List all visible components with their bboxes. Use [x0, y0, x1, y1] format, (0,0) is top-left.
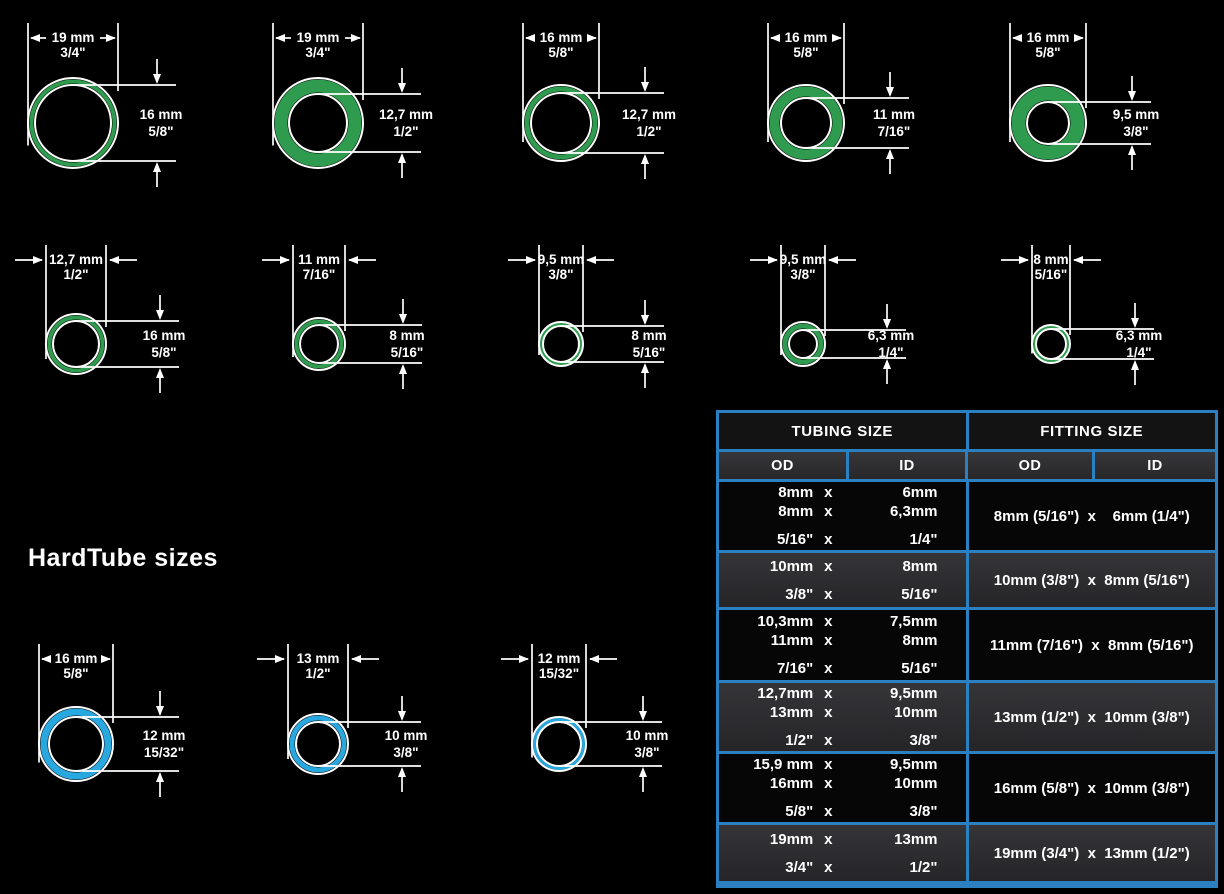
- soft-tube-diagram: [1010, 23, 1159, 170]
- table-row: [719, 825, 1215, 881]
- tubing-od-value: 8mm: [778, 484, 814, 501]
- tubing-id-value: 3/8": [909, 732, 938, 749]
- tubing-size-inch-line: [719, 802, 966, 821]
- side-dimension-label: 12,7 mm: [378, 107, 434, 122]
- top-dimension-label: 3/4": [305, 45, 331, 60]
- soft-tube-diagram: [768, 23, 915, 174]
- table-row: [719, 553, 1215, 607]
- x-separator: x: [824, 830, 833, 848]
- tubing-size-metric-line: [719, 483, 966, 502]
- side-dimension-label: 9,5 mm: [1112, 107, 1160, 122]
- dimension-labels: [538, 651, 669, 760]
- tubing-od-value: 19mm: [769, 830, 814, 848]
- tubing-size-inch-line: [719, 659, 966, 678]
- tube-ring: [785, 326, 821, 362]
- tubing-od-value: 10,3mm: [757, 613, 814, 630]
- side-dimension-label: 11 mm: [872, 107, 916, 122]
- x-separator: x: [824, 613, 833, 630]
- soft-tube-diagram: [508, 245, 667, 388]
- top-dimension-label: 5/8": [548, 45, 574, 60]
- x-separator: x: [824, 660, 833, 677]
- side-dimension-label: 10 mm: [625, 728, 669, 743]
- x-separator: x: [824, 685, 833, 702]
- size-table: [716, 410, 1218, 888]
- tubing-id-value: 8mm: [902, 632, 938, 649]
- table-subheader-row: [719, 452, 1215, 479]
- tubing-id-value: 10mm: [894, 704, 938, 721]
- tubing-id-value: 6mm: [902, 484, 938, 501]
- side-dimension-label: 1/2": [393, 124, 419, 139]
- soft-tube-diagram: [750, 245, 914, 384]
- top-dimension-label: 12,7 mm: [48, 252, 104, 267]
- x-separator: x: [824, 531, 833, 548]
- tubing-size-cell: [719, 553, 966, 607]
- top-dimension-label: 16 mm: [54, 651, 98, 666]
- x-separator: x: [824, 557, 833, 575]
- tubing-od-value: 10mm: [769, 557, 814, 575]
- top-dimension-label: 9,5 mm: [537, 252, 585, 267]
- top-dimension-label: 15/32": [538, 666, 580, 681]
- tubing-size-metric-line: [719, 612, 966, 631]
- tubing-id-header: ID: [849, 452, 965, 479]
- x-separator: x: [824, 775, 833, 792]
- tube-ring: [541, 324, 581, 364]
- top-dimension-label: 7/16": [302, 267, 336, 282]
- tubing-id-value: 13mm: [894, 830, 938, 848]
- top-dimension-label: 8 mm: [1033, 252, 1069, 267]
- x-separator: x: [824, 756, 833, 773]
- fitting-size-value: 11mm (7/16") x 8mm (5/16"): [990, 636, 1194, 654]
- tubing-id-value: 5/16": [901, 660, 938, 677]
- dimension-lines: [257, 644, 421, 792]
- side-dimension-label: 12,7 mm: [621, 107, 677, 122]
- soft-tube-diagram: [15, 245, 185, 393]
- side-dimension-label: 16 mm: [139, 107, 183, 122]
- top-dimension-label: 16 mm: [539, 30, 583, 45]
- tubing-size-cell: [719, 754, 966, 822]
- side-dimension-label: 10 mm: [384, 728, 428, 743]
- soft-tube-diagram: [273, 23, 433, 178]
- tubing-id-value: 1/2": [909, 858, 938, 876]
- side-dimension-label: 6,3 mm: [867, 328, 915, 343]
- tubing-id-value: 8mm: [902, 557, 938, 575]
- fitting-size-value: 8mm (5/16") x 6mm (1/4"): [993, 507, 1190, 525]
- fitting-od-header: OD: [968, 452, 1092, 479]
- tubing-size-metric-line: [719, 557, 966, 576]
- tubing-id-value: 10mm: [894, 775, 938, 792]
- table-row: [719, 754, 1215, 822]
- top-dimension-label: 1/2": [305, 666, 331, 681]
- tube-ring: [535, 720, 584, 769]
- fitting-size-cell: [969, 553, 1216, 607]
- top-dimension-label: 11 mm: [297, 252, 341, 267]
- x-separator: x: [824, 484, 833, 501]
- table-header-row: [719, 413, 1215, 449]
- dimension-labels: [780, 252, 915, 360]
- x-separator: x: [824, 704, 833, 721]
- top-dimension-label: 9,5 mm: [779, 252, 827, 267]
- side-dimension-label: 8 mm: [389, 328, 425, 343]
- tubing-size-cell: [719, 610, 966, 680]
- soft-tube-diagram: [28, 23, 182, 187]
- tubing-od-value: 16mm: [769, 775, 814, 792]
- fitting-size-cell: [969, 482, 1216, 550]
- soft-tube-diagram: [1001, 245, 1162, 385]
- top-dimension-label: 3/8": [548, 267, 574, 282]
- side-dimension-label: 5/16": [632, 345, 666, 360]
- side-dimension-label: 1/2": [636, 124, 662, 139]
- fitting-size-value: 19mm (3/4") x 13mm (1/2"): [993, 844, 1190, 862]
- top-dimension-label: 16 mm: [784, 30, 828, 45]
- top-dimension-label: 5/8": [1035, 45, 1061, 60]
- tubing-id-value: 1/4": [909, 531, 938, 548]
- tubing-size-metric-line: [719, 502, 966, 521]
- tubing-size-inch-line: [719, 530, 966, 549]
- tubing-od-value: 15,9 mm: [753, 756, 814, 773]
- hard-tube-diagram: [257, 644, 427, 792]
- side-dimension-label: 1/4": [1126, 345, 1152, 360]
- tube-ring: [44, 712, 108, 776]
- tubing-size-metric-line: [719, 631, 966, 650]
- tubing-size-metric-line: [719, 684, 966, 703]
- side-dimension-label: 5/16": [390, 345, 424, 360]
- top-dimension-label: 5/8": [793, 45, 819, 60]
- fitting-size-value: 10mm (3/8") x 8mm (5/16"): [993, 571, 1190, 589]
- tube-ring: [281, 86, 355, 160]
- dimension-lines: [750, 245, 906, 384]
- dimension-lines: [262, 245, 425, 389]
- tube-ring: [32, 82, 115, 165]
- side-dimension-label: 1/4": [878, 345, 904, 360]
- tubing-size-inch-line: [719, 858, 966, 877]
- fitting-size-header: FITTING SIZE: [969, 413, 1216, 449]
- fitting-size-value: 13mm (1/2") x 10mm (3/8"): [993, 708, 1190, 726]
- fitting-size-cell: [969, 610, 1216, 680]
- x-separator: x: [824, 632, 833, 649]
- side-dimension-label: 16 mm: [142, 328, 186, 343]
- tubing-size-inch-line: [719, 585, 966, 604]
- tubing-od-value: 7/16": [776, 660, 814, 677]
- tubing-size-metric-line: [719, 830, 966, 849]
- top-dimension-label: 1/2": [63, 267, 89, 282]
- top-dimension-label: 3/8": [790, 267, 816, 282]
- top-dimension-label: 13 mm: [296, 651, 340, 666]
- dimension-labels: [55, 651, 186, 760]
- hardtube-sizes-heading: HardTube sizes: [28, 544, 218, 572]
- dimension-labels: [49, 252, 185, 360]
- dimension-labels: [297, 651, 428, 760]
- top-dimension-label: 16 mm: [1026, 30, 1070, 45]
- side-dimension-label: 7/16": [877, 124, 911, 139]
- x-separator: x: [824, 732, 833, 749]
- fitting-id-header: ID: [1095, 452, 1215, 479]
- soft-tube-diagram: [523, 23, 676, 179]
- tubing-size-cell: [719, 825, 966, 881]
- top-dimension-label: 12 mm: [537, 651, 581, 666]
- tubing-id-value: 7,5mm: [889, 613, 938, 630]
- tubing-size-cell: [719, 683, 966, 751]
- x-separator: x: [824, 585, 833, 603]
- dimension-labels: [1033, 252, 1162, 360]
- tubing-od-value: 5/8": [785, 803, 814, 820]
- dimension-lines: [15, 245, 179, 393]
- hard-tube-diagram: [39, 644, 185, 797]
- tubing-od-value: 3/4": [785, 858, 814, 876]
- side-dimension-label: 8 mm: [631, 328, 667, 343]
- table-row: [719, 610, 1215, 680]
- side-dimension-label: 3/8": [393, 745, 419, 760]
- dimension-labels: [298, 252, 425, 360]
- tube-ring: [775, 92, 838, 155]
- soft-tube-diagram: [262, 245, 425, 389]
- dimension-lines: [501, 644, 662, 792]
- side-dimension-label: 12 mm: [142, 728, 186, 743]
- tubing-size-metric-line: [719, 774, 966, 793]
- side-dimension-label: 5/8": [148, 124, 174, 139]
- tubing-id-value: 9,5mm: [889, 685, 938, 702]
- side-dimension-label: 15/32": [143, 745, 185, 760]
- tube-ring: [50, 318, 103, 371]
- side-dimension-label: 5/8": [151, 345, 177, 360]
- dimension-lines: [523, 23, 664, 179]
- tubing-od-value: 11mm: [770, 632, 814, 649]
- tube-ring: [527, 89, 595, 157]
- top-dimension-label: 19 mm: [296, 30, 340, 45]
- table-row: [719, 482, 1215, 550]
- tubing-od-header: OD: [719, 452, 846, 479]
- tubing-size-header: TUBING SIZE: [719, 413, 966, 449]
- table-row: [719, 683, 1215, 751]
- top-dimension-label: 3/4": [60, 45, 86, 60]
- side-dimension-label: 3/8": [1123, 124, 1149, 139]
- tubing-size-metric-line: [719, 703, 966, 722]
- fitting-size-value: 16mm (5/8") x 10mm (3/8"): [993, 779, 1190, 797]
- tube-ring: [1034, 327, 1068, 361]
- x-separator: x: [824, 858, 833, 876]
- fitting-size-cell: [969, 754, 1216, 822]
- tubing-size-inch-line: [719, 731, 966, 750]
- tubing-id-value: 9,5mm: [889, 756, 938, 773]
- tube-ring: [292, 718, 344, 770]
- tubing-id-value: 6,3mm: [889, 503, 938, 520]
- tubing-od-value: 3/8": [785, 585, 814, 603]
- dimension-lines: [1001, 245, 1154, 385]
- top-dimension-label: 19 mm: [51, 30, 95, 45]
- top-dimension-label: 5/8": [63, 666, 89, 681]
- hard-tube-diagram: [501, 644, 668, 792]
- dimension-lines: [508, 245, 667, 388]
- tubing-od-value: 12,7mm: [757, 685, 814, 702]
- dimension-labels: [538, 252, 667, 360]
- tubing-od-value: 8mm: [778, 503, 814, 520]
- tubing-od-value: 5/16": [776, 531, 814, 548]
- tube-ring: [297, 322, 342, 367]
- tubing-size-cell: [719, 482, 966, 550]
- tubing-id-value: 5/16": [901, 585, 938, 603]
- tubing-id-value: 3/8": [909, 803, 938, 820]
- x-separator: x: [824, 503, 833, 520]
- side-dimension-label: 3/8": [634, 745, 660, 760]
- fitting-size-cell: [969, 683, 1216, 751]
- tubing-size-metric-line: [719, 755, 966, 774]
- top-dimension-label: 5/16": [1034, 267, 1068, 282]
- tubing-od-value: 13mm: [769, 704, 814, 721]
- side-dimension-label: 6,3 mm: [1115, 328, 1163, 343]
- fitting-size-cell: [969, 825, 1216, 881]
- tubing-od-value: 1/2": [785, 732, 814, 749]
- x-separator: x: [824, 803, 833, 820]
